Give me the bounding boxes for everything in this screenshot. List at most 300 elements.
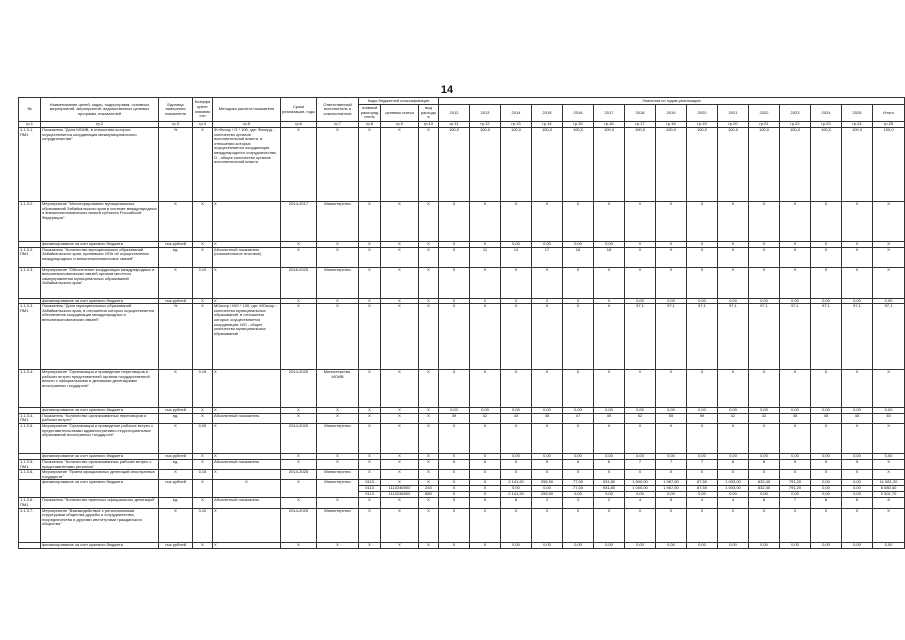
row-cell: X [381, 304, 419, 370]
row-cell: X [625, 470, 656, 480]
row-cell: 52 [625, 413, 656, 423]
row-cell: 791,20 [780, 486, 811, 492]
row-cell: 4 [625, 498, 656, 508]
header-year-values: Значения по годам реализации [439, 98, 905, 105]
row-cell: 832,40 [749, 480, 780, 486]
header-name: Наименование целей, задач, подпрограмм, основных мероприятий, мероприятий, ведомственных целевых программ, показателей [41, 98, 159, 122]
row-cell [19, 480, 41, 498]
row-cell: X [594, 370, 625, 408]
row-cell: 42 [749, 413, 780, 423]
row-cell: 0,00 [532, 408, 563, 414]
row-cell: X [381, 423, 419, 453]
row-cell: 0,00 [718, 542, 749, 548]
row-cell: X [419, 242, 439, 248]
row-cell: 0,00 [656, 492, 687, 498]
row-cell: X [419, 470, 439, 480]
row-cell: X [687, 470, 718, 480]
row-cell: X [625, 242, 656, 248]
row-cell: X [687, 423, 718, 453]
row-cell: X [811, 508, 842, 542]
header-responsible: Ответственный исполнитель и соисполнители [317, 98, 359, 122]
header-budget-codes: Коды бюджетной классификации [359, 98, 439, 105]
row-cell: 0,00 [656, 408, 687, 414]
row-cell: 2 [594, 498, 625, 508]
row-cell: X [317, 298, 359, 304]
table-row [19, 267, 905, 298]
column-number: гр.15 [563, 122, 594, 128]
row-cell: X [656, 370, 687, 408]
row-cell: 0,00 [842, 486, 873, 492]
row-cell: X [213, 202, 281, 242]
row-cell: 97,1 [780, 304, 811, 370]
row-cell: X [780, 370, 811, 408]
row-cell: 0,00 [687, 408, 718, 414]
row-cell: 100,0 [501, 128, 532, 202]
row-cell: 0,00 [780, 453, 811, 459]
row-cell: 0,00 [811, 480, 842, 486]
row-cell: Министерство [317, 267, 359, 298]
row-cell: % [159, 304, 193, 370]
column-number: гр.9 [381, 122, 419, 128]
row-cell: 7 [625, 459, 656, 469]
row-cell: 6 [563, 459, 594, 469]
row-cell: X [381, 498, 419, 508]
column-number: гр.22 [780, 122, 811, 128]
row-cell: 0,00 [842, 298, 873, 304]
row-name: Мероприятие "Обеспечение координации международных и внешнеэкономических связей органов местного самоуправления муниципальных образований Забайкальского края" [41, 267, 159, 298]
row-cell: X [780, 267, 811, 298]
row-cell: X [359, 408, 381, 414]
row-cell: 0,00 [873, 542, 905, 548]
row-cell: X [532, 508, 563, 542]
row-cell: X [563, 267, 594, 298]
row-cell: 1110246900 [381, 486, 419, 492]
row-cell: 1 967,50 [656, 480, 687, 486]
row-cell: 0,00 [749, 408, 780, 414]
row-name: Показатель "Количество муниципальных образований Забайкальского края, принявших НПА об осуществлении международных и внешнеэкономических связей" [41, 247, 159, 267]
row-cell: 2 141,20 [501, 480, 532, 486]
row-cell: X [281, 542, 317, 548]
header-year: 2021 [718, 105, 749, 122]
row-cell: 14 [501, 247, 532, 267]
row-cell: 0,00 [873, 298, 905, 304]
row-cell: 5 [656, 498, 687, 508]
row-cell: ед. [159, 247, 193, 267]
column-number: гр.12 [470, 122, 501, 128]
column-number: гр.4 [193, 122, 213, 128]
column-number: гр.21 [749, 122, 780, 128]
row-cell: тыс.рублей [159, 298, 193, 304]
row-cell: X [501, 304, 532, 370]
row-cell: X [381, 128, 419, 202]
row-cell: X [193, 298, 213, 304]
column-number: гр.8 [359, 122, 381, 128]
row-cell: 6 [439, 459, 470, 469]
row-cell: X [193, 408, 213, 414]
row-cell: X [317, 542, 359, 548]
row-cell: X [842, 470, 873, 480]
header-year: 2016 [563, 105, 594, 122]
row-cell: 0113 [359, 492, 381, 498]
row-cell: 0,00 [873, 408, 905, 414]
row-name: Мероприятие "Организация и проведение переговоров и рабочих встреч представителей органов государственной власти с официальными и деловыми делегациями иностранных государств" [41, 370, 159, 408]
row-cell: 97,1 [842, 304, 873, 370]
table-row [19, 508, 905, 542]
row-cell: 0,15 [193, 470, 213, 480]
row-cell: X [439, 480, 470, 486]
row-cell: 0,00 [594, 542, 625, 548]
header-unit: Единица измерения показателя [159, 98, 193, 122]
row-cell: 97,1 [625, 304, 656, 370]
row-cell: X [718, 508, 749, 542]
row-cell: 0,00 [687, 492, 718, 498]
row-cell: X [780, 247, 811, 267]
row-cell: 77,50 [563, 480, 594, 486]
row-cell: X [470, 480, 501, 486]
row-cell: X [381, 508, 419, 542]
row-cell: 16 [563, 247, 594, 267]
row-cell: 0,00 [749, 492, 780, 498]
row-number: 1.1.3.6. ПМ1 [19, 498, 41, 508]
row-cell: ед. [159, 498, 193, 508]
row-cell: X [213, 408, 281, 414]
row-cell: X [317, 304, 359, 370]
row-cell: 100,0 [749, 128, 780, 202]
table-row [19, 542, 905, 548]
row-cell: X [625, 370, 656, 408]
row-cell: 0,00 [718, 298, 749, 304]
row-cell: X [718, 470, 749, 480]
row-cell: X [780, 202, 811, 242]
table-row [19, 413, 905, 423]
row-cell: 2 401,70 [873, 492, 905, 498]
row-cell: X [563, 304, 594, 370]
row-cell: X [317, 242, 359, 248]
row-cell: X [381, 459, 419, 469]
row-cell: 97,1 [656, 304, 687, 370]
row-cell: X [780, 508, 811, 542]
row-cell: X [213, 470, 281, 480]
row-cell: 255,50 [532, 480, 563, 486]
row-cell: 7 [687, 459, 718, 469]
row-cell: X [281, 480, 317, 498]
row-cell: 8 [501, 498, 532, 508]
header-year: 2023 [780, 105, 811, 122]
row-cell: X [656, 423, 687, 453]
row-cell: X [501, 508, 532, 542]
row-cell: 100,0 [811, 128, 842, 202]
row-name: Мероприятие "Взаимодействие с региональными структурами общества дружбы и сотрудничества, посредничества и другими институтами гражданского общества" [41, 508, 159, 542]
row-cell: 240 [419, 486, 439, 492]
row-cell: X [359, 304, 381, 370]
row-cell: X [359, 202, 381, 242]
row-name: финансирование за счет краевого бюджета [41, 542, 159, 548]
row-cell: X [439, 304, 470, 370]
row-cell: 0,00 [687, 542, 718, 548]
row-cell: 0,00 [563, 408, 594, 414]
row-number: 1.1.3.2. ПМ1 [19, 247, 41, 267]
row-cell: 100,0 [532, 128, 563, 202]
row-cell: X [594, 304, 625, 370]
row-cell: 0,15 [193, 370, 213, 408]
row-name: финансирование за счет краевого бюджета [41, 242, 159, 248]
row-cell: 0,00 [656, 542, 687, 548]
row-cell: Министерство [317, 470, 359, 480]
table-row [19, 459, 905, 469]
row-cell: X [281, 408, 317, 414]
row-cell: 0,00 [718, 492, 749, 498]
table-row [19, 304, 905, 370]
row-cell: X [439, 508, 470, 542]
row-cell: X [419, 542, 439, 548]
column-number: гр.3 [159, 122, 193, 128]
row-cell: 100,0 [594, 128, 625, 202]
row-cell: 1 003,00 [718, 480, 749, 486]
row-cell: 0,00 [594, 453, 625, 459]
row-cell: 0,00 [811, 542, 842, 548]
row-cell: X [317, 408, 359, 414]
row-cell: X [359, 413, 381, 423]
row-cell: 791,20 [780, 480, 811, 486]
row-cell: 2014-2025 [281, 423, 317, 453]
row-cell: 0,00 [563, 542, 594, 548]
row-cell: X [687, 370, 718, 408]
row-cell: 97,1 [749, 304, 780, 370]
row-cell: тыс.рублей [159, 542, 193, 548]
column-number: гр.13 [501, 122, 532, 128]
column-number: гр.18 [656, 122, 687, 128]
row-cell: X [193, 304, 213, 370]
row-cell: 0,00 [625, 298, 656, 304]
row-cell: 7 [656, 459, 687, 469]
row-cell: X [749, 423, 780, 453]
row-cell: X [594, 298, 625, 304]
row-name: Показатель "Количество принятых официальных делегаций" [41, 498, 159, 508]
row-cell: X [359, 470, 381, 480]
row-cell: X [381, 267, 419, 298]
table-row [19, 202, 905, 242]
row-cell: 0,00 [749, 542, 780, 548]
row-cell: 87,50 [687, 480, 718, 486]
row-cell: X [501, 267, 532, 298]
column-number: гр.24 [842, 122, 873, 128]
row-cell: X [470, 486, 501, 492]
row-cell: X [193, 498, 213, 508]
row-cell: X [281, 459, 317, 469]
row-name: Мероприятие "Мониторирование муниципальных образований Забайкальского края в системе международных и внешнеэкономических связей субъекта Российской Федерации" [41, 202, 159, 242]
row-cell: 0,00 [470, 408, 501, 414]
row-cell: X [811, 242, 842, 248]
row-cell: 0,00 [439, 408, 470, 414]
row-cell: X [811, 267, 842, 298]
row-cell: X [359, 242, 381, 248]
row-cell: 100,0 [470, 128, 501, 202]
row-cell: 0,00 [749, 298, 780, 304]
row-cell: X [281, 298, 317, 304]
row-cell: X [193, 480, 213, 498]
row-cell: X [213, 267, 281, 298]
row-cell: тыс.рублей [159, 408, 193, 414]
row-cell: X [359, 298, 381, 304]
row-cell: 2 141,20 [501, 492, 532, 498]
row-cell: 97,1 [873, 304, 905, 370]
row-cell: 0,00 [656, 298, 687, 304]
row-cell: 0,00 [625, 453, 656, 459]
header-year: 2017 [594, 105, 625, 122]
row-cell: 0,00 [532, 542, 563, 548]
row-cell: 3 [563, 498, 594, 508]
header-code-col: целевая статья [381, 105, 419, 122]
row-cell: 0,00 [749, 453, 780, 459]
row-cell: X [873, 423, 905, 453]
row-cell: X [687, 247, 718, 267]
row-cell: X [811, 470, 842, 480]
row-cell: X [213, 542, 281, 548]
row-cell: X [213, 298, 281, 304]
row-cell: X [594, 202, 625, 242]
row-cell: X [317, 498, 359, 508]
row-cell: 0,00 [501, 453, 532, 459]
row-number: 1.1.3.5. [19, 423, 41, 453]
row-cell: 931,80 [594, 486, 625, 492]
column-number: гр.23 [811, 122, 842, 128]
row-cell: X [811, 423, 842, 453]
row-cell: X [359, 128, 381, 202]
row-cell: X [656, 247, 687, 267]
row-cell: X [842, 508, 873, 542]
row-cell: X [359, 247, 381, 267]
row-cell: 100,0 [718, 128, 749, 202]
row-cell: X [439, 202, 470, 242]
row-cell: X [317, 453, 359, 459]
row-name: Показатель "Количество организованных переговоров и рабочих встреч" [41, 413, 159, 423]
row-cell: X [563, 423, 594, 453]
row-cell: тыс.рублей [159, 453, 193, 459]
row-cell: X [625, 247, 656, 267]
row-cell: Абсолютный показатель [213, 498, 281, 508]
row-cell: 0,00 [501, 408, 532, 414]
header-year: 2022 [749, 105, 780, 122]
row-cell: 0,00 [842, 492, 873, 498]
row-name: Показатель "Доля МОИВ, в отношении которых осуществляется координация межмуниципального сотрудничества" [41, 128, 159, 202]
row-cell: 0,00 [842, 453, 873, 459]
row-cell: X [873, 267, 905, 298]
row-cell: X [213, 242, 281, 248]
table-row [19, 128, 905, 202]
row-cell: 0,00 [780, 542, 811, 548]
row-cell: 0,00 [687, 453, 718, 459]
row-cell: 0,00 [842, 542, 873, 548]
row-cell: Министерство [317, 480, 359, 498]
column-number: гр.7 [317, 122, 359, 128]
row-cell: X [532, 304, 563, 370]
row-cell: 0,00 [594, 492, 625, 498]
row-cell: 100,0 [625, 128, 656, 202]
row-cell: X [563, 202, 594, 242]
row-cell: X [419, 128, 439, 202]
row-name: Показатель "Количество организованных рабочих встреч с представителями регионов" [41, 459, 159, 469]
row-cell: 18 [594, 247, 625, 267]
row-cell: X [419, 459, 439, 469]
row-cell: X [281, 498, 317, 508]
row-cell: X [381, 202, 419, 242]
row-cell: 2014-2025 [281, 370, 317, 408]
table-row [19, 498, 905, 508]
row-cell: 45 [842, 413, 873, 423]
row-cell: 4 [718, 498, 749, 508]
row-cell: X [470, 202, 501, 242]
row-cell: X [317, 459, 359, 469]
row-cell: X [656, 242, 687, 248]
column-number: гр.17 [625, 122, 656, 128]
row-cell: X [501, 370, 532, 408]
row-cell: 1110246900 [381, 492, 419, 498]
table-row [19, 370, 905, 408]
row-cell: 45 [811, 413, 842, 423]
row-cell: 59 [687, 413, 718, 423]
row-cell: 0,00 [532, 453, 563, 459]
row-cell: 39 [439, 413, 470, 423]
row-cell: 0,00 [842, 408, 873, 414]
row-cell: X [359, 370, 381, 408]
header-year: 2014 [501, 105, 532, 122]
row-cell: Ф=Фкоор / О * 100, где: Фкоорд - количество органов исполнительной власти, в отношении которых осуществляется координация международного сотрудничества; О - общее количество органов исполнительной власти [213, 128, 281, 202]
row-cell: X [317, 247, 359, 267]
row-cell: X [359, 453, 381, 459]
row-cell: 0,00 [811, 486, 842, 492]
row-cell: X [439, 453, 470, 459]
row-cell: X [419, 413, 439, 423]
row-cell: 5 [501, 459, 532, 469]
row-cell: 97,1 [811, 304, 842, 370]
table-row [19, 423, 905, 453]
column-number: гр.16 [594, 122, 625, 128]
row-cell: X [439, 542, 470, 548]
row-cell: X [563, 298, 594, 304]
row-cell: 77,00 [563, 486, 594, 492]
row-cell: X [842, 202, 873, 242]
row-cell: X [281, 247, 317, 267]
row-cell: X [419, 267, 439, 298]
row-cell: X [532, 298, 563, 304]
row-cell: X [656, 202, 687, 242]
row-cell: X [281, 453, 317, 459]
column-number: гр.6 [281, 122, 317, 128]
row-cell: 100,0 [439, 128, 470, 202]
row-cell: X [532, 423, 563, 453]
row-cell: X [213, 480, 281, 498]
row-cell: 2014-2025 [281, 508, 317, 542]
row-cell: X [439, 267, 470, 298]
row-cell: X [419, 247, 439, 267]
header-year: 2019 [656, 105, 687, 122]
row-cell: X [317, 128, 359, 202]
row-cell: X [359, 423, 381, 453]
row-number: 1.1.3.4. ПМ1 [19, 413, 41, 423]
row-cell: X [193, 459, 213, 469]
row-cell: X [470, 304, 501, 370]
row-cell: 49 [594, 413, 625, 423]
row-cell: X [439, 370, 470, 408]
row-cell: 47 [563, 413, 594, 423]
row-cell: X [439, 492, 470, 498]
row-cell: 6 [749, 498, 780, 508]
column-number: гр.5 [213, 122, 281, 128]
row-cell: X [419, 304, 439, 370]
row-cell: X [159, 370, 193, 408]
row-cell: 45 [873, 413, 905, 423]
row-cell: X [419, 298, 439, 304]
